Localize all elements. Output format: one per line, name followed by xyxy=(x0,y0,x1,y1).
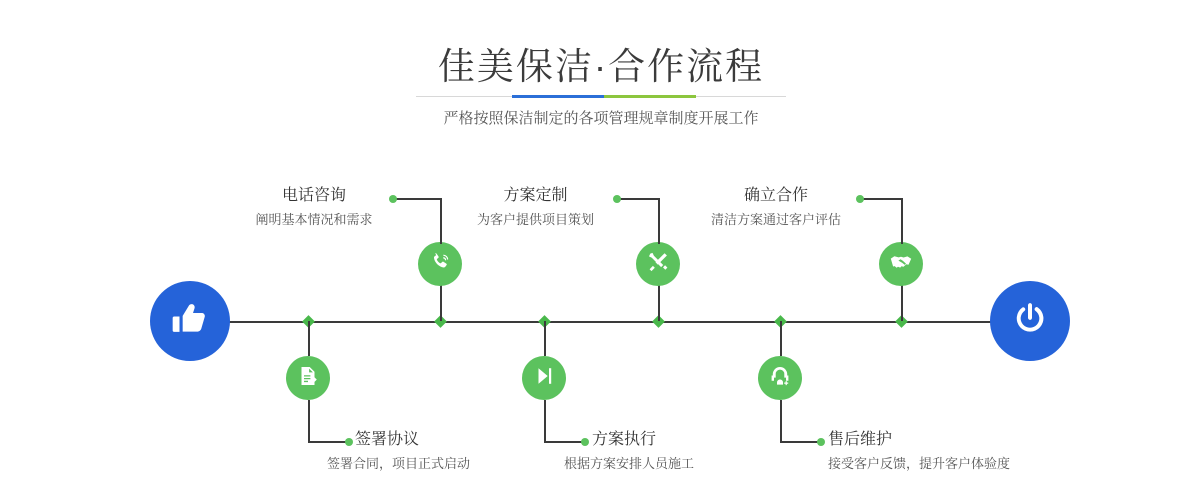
headset-support-icon xyxy=(768,364,792,393)
node-desc: 接受客户反馈，提升客户体验度 xyxy=(828,456,1011,471)
connector-line xyxy=(780,321,782,356)
document-edit-icon xyxy=(296,364,320,393)
handshake-icon xyxy=(889,250,913,279)
node-desc: 阐明基本情况和需求 xyxy=(255,212,373,227)
connector-line xyxy=(544,441,586,443)
node-title: 方案执行 xyxy=(592,431,657,448)
plan-tools-icon xyxy=(646,250,670,279)
connector-line xyxy=(658,198,660,244)
node-title: 电话咨询 xyxy=(281,187,346,204)
node-desc: 签署合同，项目正式启动 xyxy=(327,456,471,471)
node-desc: 清洁方案通过客户评估 xyxy=(710,212,841,227)
connector-line xyxy=(861,198,903,200)
connector-line xyxy=(544,400,546,443)
start-node xyxy=(150,281,230,361)
connector-line xyxy=(308,441,350,443)
node-label-sign-agreement xyxy=(327,430,555,474)
connector-endpoint xyxy=(856,195,864,203)
play-forward-icon xyxy=(532,364,556,393)
connector-line xyxy=(901,198,903,244)
node-title: 方案定制 xyxy=(503,187,568,204)
connector-line xyxy=(440,198,442,244)
connector-endpoint xyxy=(613,195,621,203)
node-icon-sign-agreement[interactable] xyxy=(286,356,330,400)
node-title: 确立合作 xyxy=(743,187,808,204)
connector-line xyxy=(394,198,442,200)
node-icon-plan-customize[interactable] xyxy=(636,242,680,286)
connector-line xyxy=(308,321,310,356)
node-icon-after-sales[interactable] xyxy=(758,356,802,400)
power-icon xyxy=(1010,299,1050,344)
connector-endpoint xyxy=(581,438,589,446)
node-desc: 根据方案安排人员施工 xyxy=(564,456,695,471)
node-label-after-sales xyxy=(828,430,1068,474)
node-title: 签署协议 xyxy=(355,431,420,448)
connector-endpoint xyxy=(345,438,353,446)
node-desc: 为客户提供项目策划 xyxy=(476,212,594,227)
node-title: 售后维护 xyxy=(828,431,893,448)
end-node xyxy=(990,281,1070,361)
node-icon-establish-cooperation[interactable] xyxy=(879,242,923,286)
connector-line xyxy=(901,285,903,321)
connector-line xyxy=(544,321,546,356)
node-label-plan-customize xyxy=(458,186,613,230)
node-label-phone-consult xyxy=(234,186,394,230)
page-subtitle: 严格按照保洁制定的各项管理规章制度开展工作 xyxy=(443,110,759,127)
node-label-establish-cooperation xyxy=(696,186,856,230)
connector-endpoint xyxy=(817,438,825,446)
title-divider xyxy=(416,96,786,97)
connector-line xyxy=(780,441,822,443)
phone-call-icon xyxy=(428,250,452,279)
connector-line xyxy=(308,400,310,443)
divider-segment-blue xyxy=(512,95,604,98)
node-icon-phone-consult[interactable] xyxy=(418,242,462,286)
connector-line xyxy=(780,400,782,443)
thumbs-up-icon xyxy=(170,299,210,344)
divider-segment-green xyxy=(604,95,696,98)
connector-line xyxy=(618,198,660,200)
connector-line xyxy=(658,285,660,321)
node-label-plan-execute xyxy=(564,430,792,474)
connector-line xyxy=(440,285,442,321)
page-title: 佳美保洁·合作流程 xyxy=(437,46,765,87)
node-icon-plan-execute[interactable] xyxy=(522,356,566,400)
